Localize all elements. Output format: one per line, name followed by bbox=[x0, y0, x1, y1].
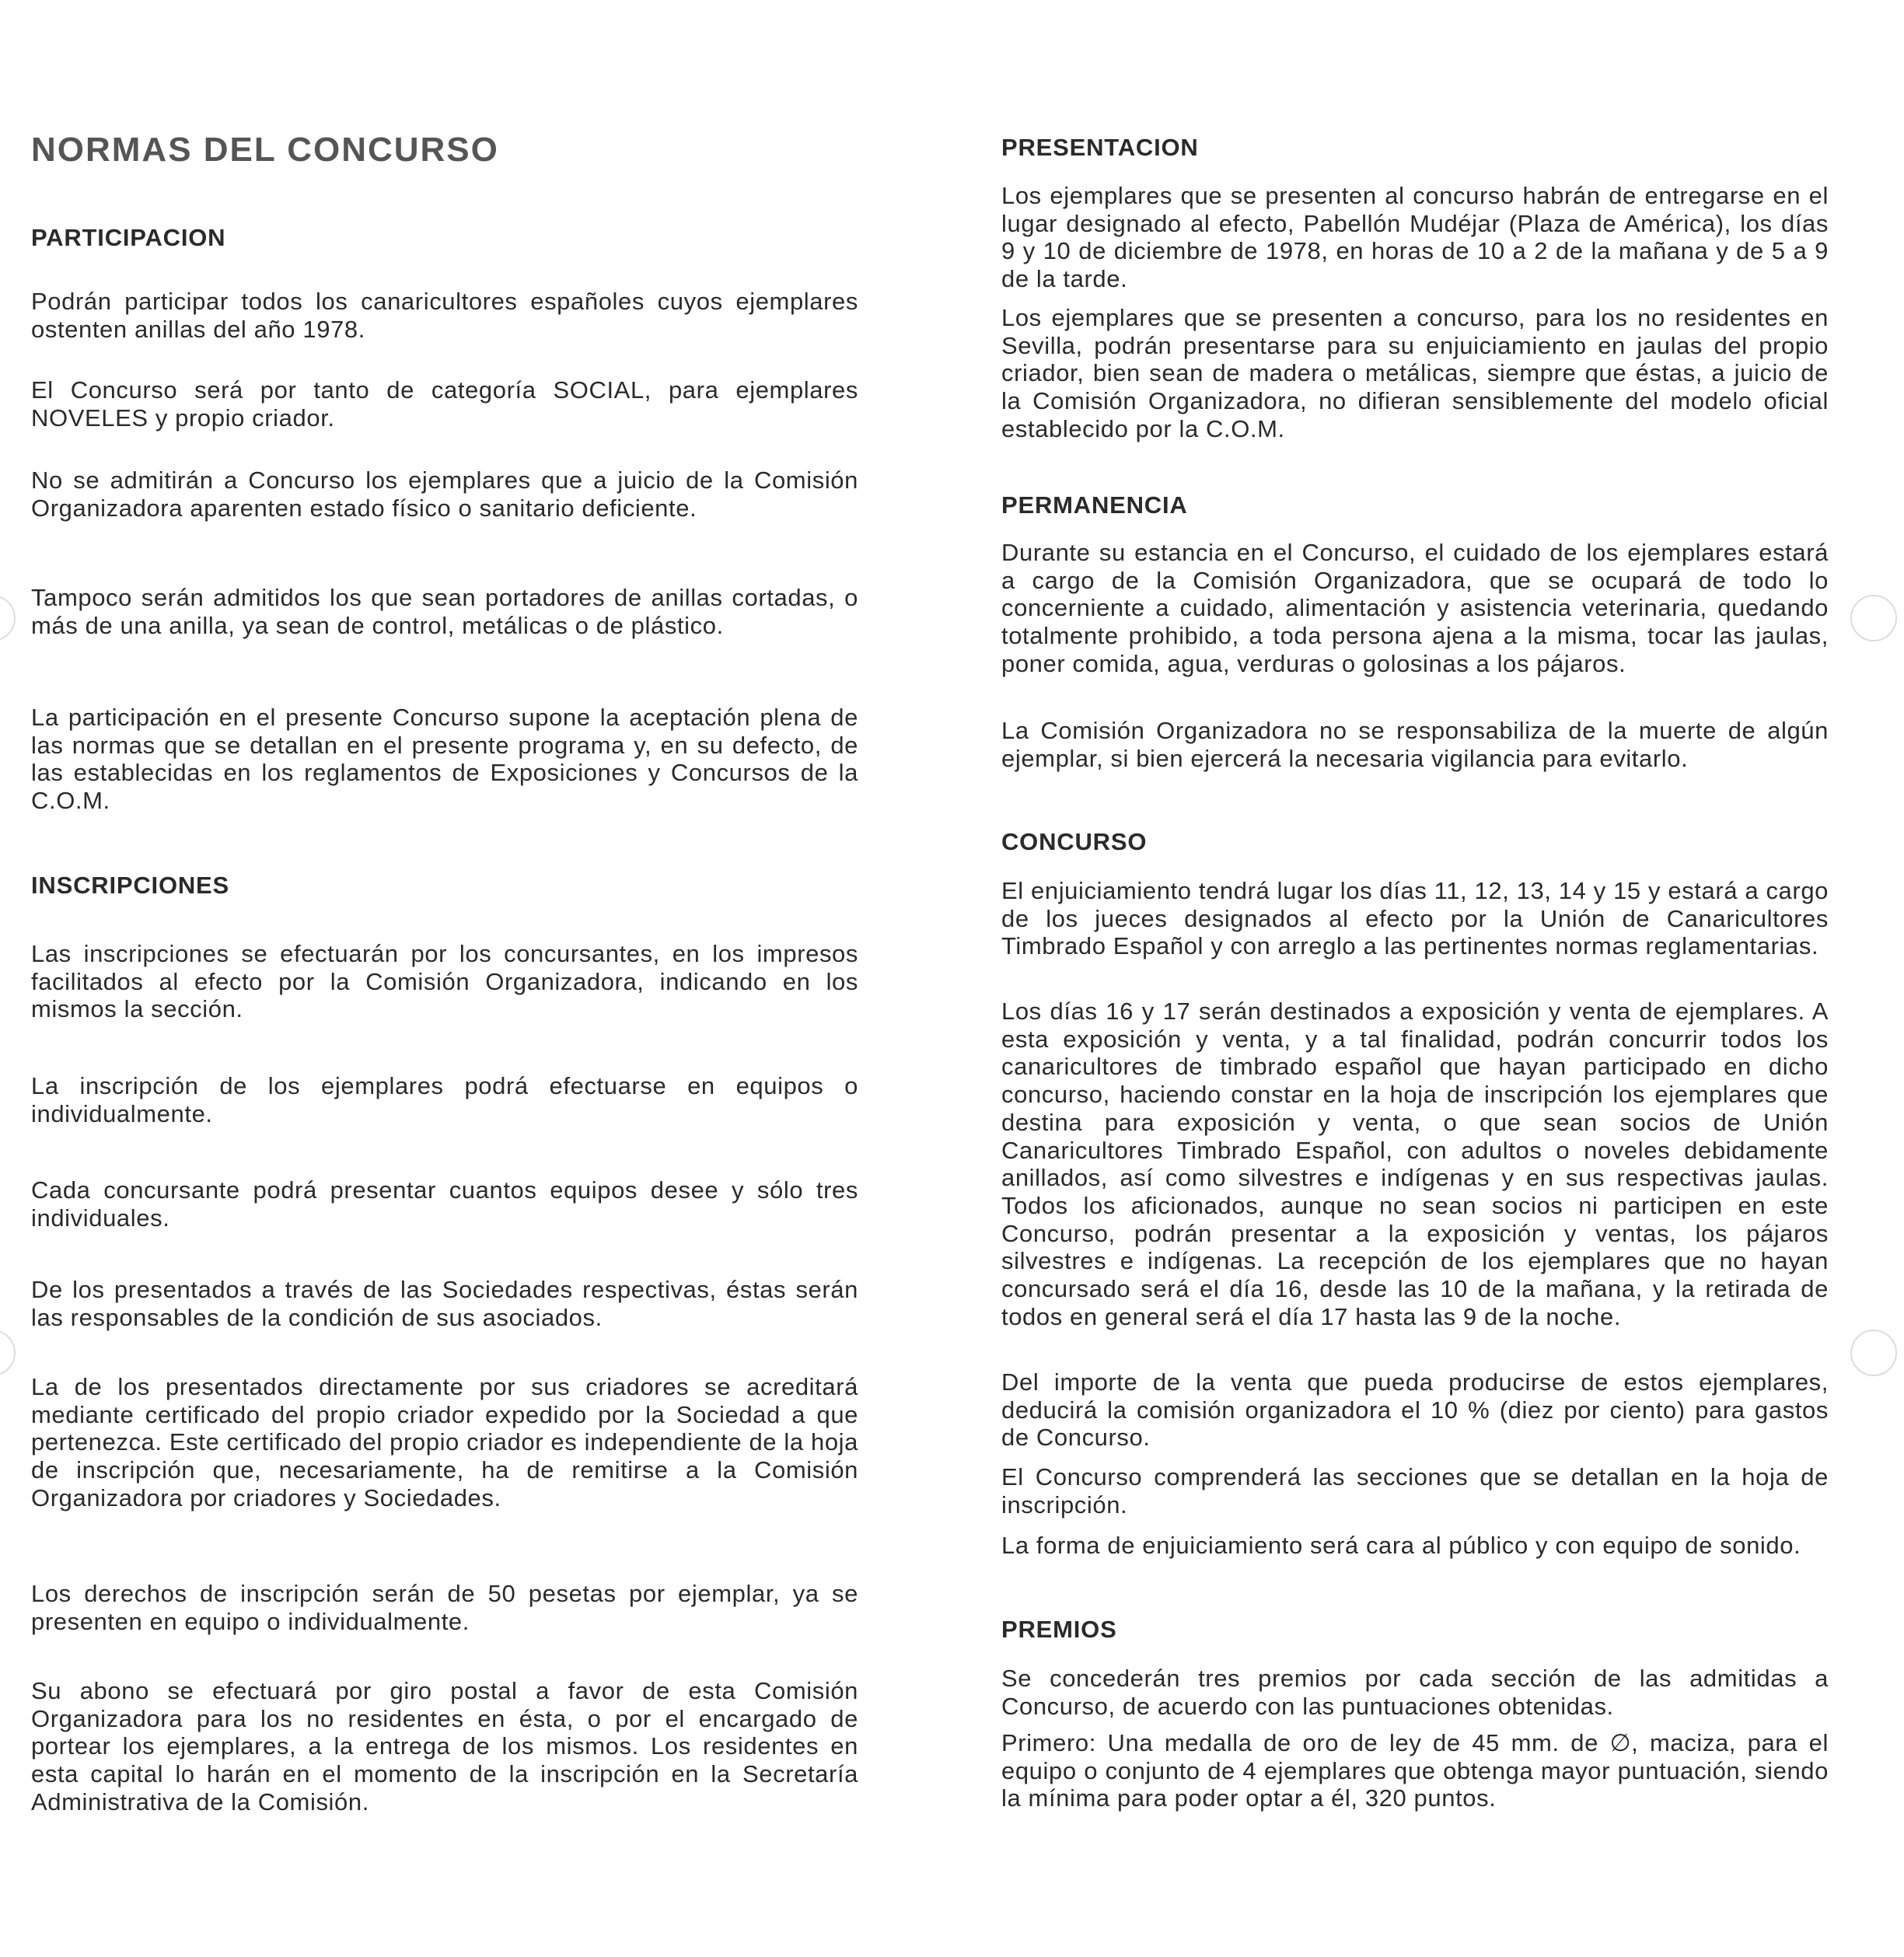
page-title: NORMAS DEL CONCURSO bbox=[31, 131, 499, 169]
heading-premios: PREMIOS bbox=[1001, 1616, 1117, 1643]
paragraph: El Concurso será por tanto de categoría SOCIAL, para ejemplares NOVELES y propio criador. bbox=[31, 376, 858, 432]
paragraph: La forma de enjuiciamiento será cara al público y con equipo de sonido. bbox=[1001, 1532, 1801, 1559]
paragraph: Los ejemplares que se presenten a concurso, para los no residentes en Sevilla, podrán presentarse para su enjuiciamiento en jaulas del propio criador, bien sean de madera o metálicas, siempre que éstas, a juicio de la Comisión Organizadora, no difieran sensiblemente del modelo oficial establecido por la C.O.M. bbox=[1001, 304, 1829, 442]
paragraph: De los presentados a través de las Sociedades respectivas, éstas serán las responsables de la condición de sus asociados. bbox=[31, 1276, 858, 1331]
punch-hole bbox=[0, 1330, 16, 1376]
paragraph: Tampoco serán admitidos los que sean portadores de anillas cortadas, o más de una anilla, ya sean de control, metálicas o de plástico. bbox=[31, 584, 858, 639]
paragraph: Primero: Una medalla de oro de ley de 45 mm. de ∅, maciza, para el equipo o conjunto de 4 ejemplares que obtenga mayor puntuación, siendo la mínima para poder optar a él, 320 puntos. bbox=[1001, 1729, 1829, 1812]
paragraph: El enjuiciamiento tendrá lugar los días 11, 12, 13, 14 y 15 y estará a cargo de los jueces designados al efecto por la Unión de Canaricultores Timbrado Español y con arreglo a las pertinentes normas reglamentarias. bbox=[1001, 877, 1829, 960]
heading-permanencia: PERMANENCIA bbox=[1001, 491, 1188, 519]
paragraph: La inscripción de los ejemplares podrá efectuarse en equipos o individualmente. bbox=[31, 1072, 858, 1127]
punch-hole bbox=[1850, 595, 1897, 641]
paragraph: Del importe de la venta que pueda producirse de estos ejemplares, deducirá la comisión organizadora el 10 % (diez por ciento) para gastos de Concurso. bbox=[1001, 1368, 1829, 1452]
paragraph: Los derechos de inscripción serán de 50 pesetas por ejemplar, ya se presenten en equipo o individualmente. bbox=[31, 1580, 858, 1635]
paragraph: La participación en el presente Concurso supone la aceptación plena de las normas que se detallan en el presente programa y, en su defecto, de las establecidas en los reglamentos de Exposiciones y Concursos de la C.O.M. bbox=[31, 704, 858, 815]
heading-presentacion: PRESENTACION bbox=[1001, 134, 1199, 161]
paragraph: Durante su estancia en el Concurso, el cuidado de los ejemplares estará a cargo de la Comisión Organizadora, que se ocupará de todo lo concerniente a cuidado, alimentación y asistencia veterinaria, quedando totalmente prohibido, a toda persona ajena a la misma, tocar las jaulas, poner comida, agua, verduras o golosinas a los pájaros. bbox=[1001, 539, 1829, 677]
punch-hole bbox=[0, 595, 16, 641]
heading-inscripciones: INSCRIPCIONES bbox=[31, 872, 229, 899]
heading-concurso: CONCURSO bbox=[1001, 828, 1148, 855]
paragraph: Los días 16 y 17 serán destinados a exposición y venta de ejemplares. A esta exposición y venta, y a tal finalidad, podrán concurrir todos los canaricultores de timbrado español que hayan participado en dicho concurso, haciendo constar en la hoja de inscripción los ejemplares que destina para exposición y venta, o que sean socios de Unión Canaricultores Timbrado Español, con adultos o noveles debidamente anillados, así como silvestres e indígenas y en sus respectivas jaulas. Todos los aficionados, aunque no sean socios ni participen en este Concurso, podrán presentar a la exposición y ventas, los pájaros silvestres e indígenas. La recepción de los ejemplares que no hayan concursado será el día 16, desde las 10 de la mañana, y la retirada de todos en general será el día 17 hasta las 9 de la noche. bbox=[1001, 998, 1829, 1330]
heading-participacion: PARTICIPACION bbox=[31, 224, 226, 251]
punch-hole bbox=[1850, 1330, 1897, 1376]
paragraph: Su abono se efectuará por giro postal a favor de esta Comisión Organizadora para los no residentes en ésta, o por el encargado de portear los ejemplares, a la entrega de los mismos. Los residentes en esta capital lo harán en el momento de la inscripción en la Secretaría Administrativa de la Comisión. bbox=[31, 1677, 858, 1815]
paragraph: No se admitirán a Concurso los ejemplares que a juicio de la Comisión Organizadora aparenten estado físico o sanitario deficiente. bbox=[31, 467, 858, 522]
paragraph: Cada concursante podrá presentar cuantos equipos desee y sólo tres individuales. bbox=[31, 1176, 858, 1232]
paragraph: La Comisión Organizadora no se responsabiliza de la muerte de algún ejemplar, si bien ejercerá la necesaria vigilancia para evitarlo. bbox=[1001, 717, 1829, 772]
paragraph: El Concurso comprenderá las secciones que se detallan en la hoja de inscripción. bbox=[1001, 1463, 1829, 1518]
paragraph: Podrán participar todos los canaricultores españoles cuyos ejemplares ostenten anillas del año 1978. bbox=[31, 288, 858, 343]
paragraph: Las inscripciones se efectuarán por los concursantes, en los impresos facilitados al efecto por la Comisión Organizadora, indicando en los mismos la sección. bbox=[31, 940, 858, 1023]
paragraph: Se concederán tres premios por cada sección de las admitidas a Concurso, de acuerdo con las puntuaciones obtenidas. bbox=[1001, 1665, 1829, 1720]
paragraph: La de los presentados directamente por sus criadores se acreditará mediante certificado del propio criador expedido por la Sociedad a que pertenezca. Este certificado del propio criador es independiente de la hoja de inscripción que, necesariamente, ha de remitirse a la Comisión Organizadora por criadores y Sociedades. bbox=[31, 1373, 858, 1511]
paragraph: Los ejemplares que se presenten al concurso habrán de entregarse en el lugar designado al efecto, Pabellón Mudéjar (Plaza de América), los días 9 y 10 de diciembre de 1978, en horas de 10 a 2 de la mañana y de 5 a 9 de la tarde. bbox=[1001, 182, 1829, 293]
